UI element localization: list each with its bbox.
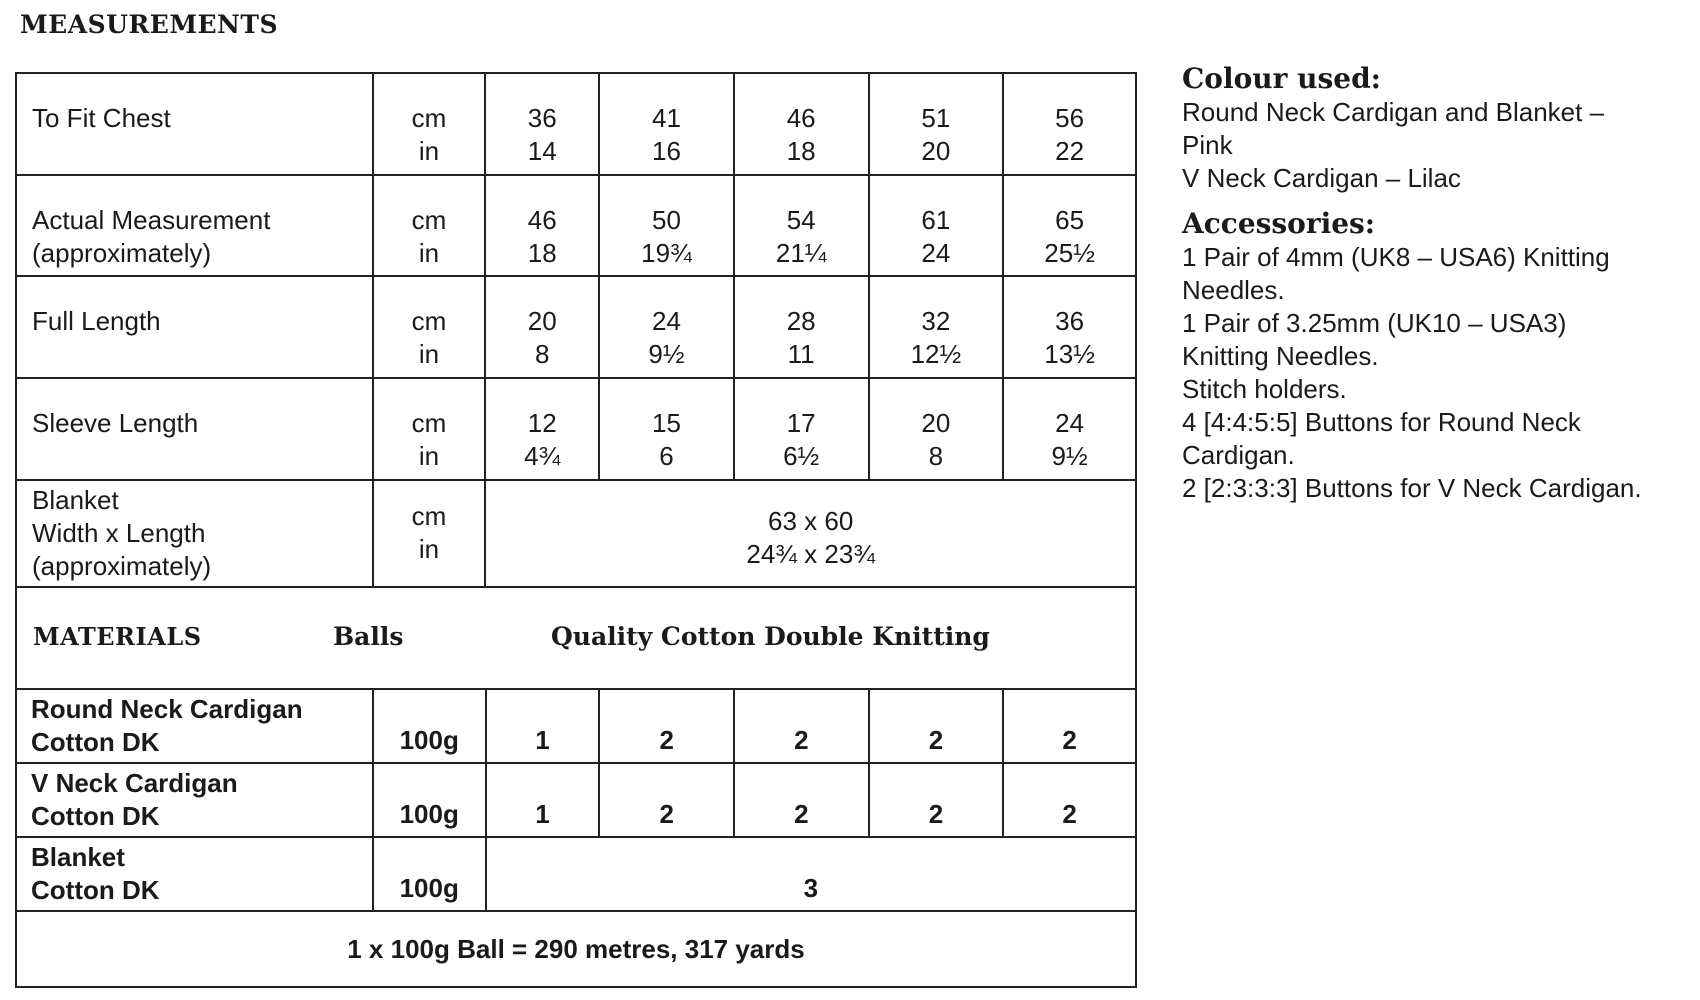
size-value-cell <box>599 73 734 175</box>
accessory-line: 1 Pair of 4mm (UK8 – USA6) Knitting <box>1182 242 1610 272</box>
ball-count: 2 <box>734 763 869 837</box>
accessories-heading: Accessories: <box>1182 207 1376 240</box>
size-value-cell <box>1003 175 1136 277</box>
accessory-line: Knitting Needles. <box>1182 341 1379 371</box>
size-value-cell <box>599 175 734 277</box>
value-in: 8 <box>535 339 550 370</box>
label-line: Cotton DK <box>31 875 160 905</box>
size-value-cell <box>734 73 869 175</box>
accessory-line: Stitch holders. <box>1182 374 1347 404</box>
value-cm: 28 <box>786 306 816 337</box>
label-line: To Fit Chest <box>32 103 171 133</box>
value-cm: 56 <box>1055 103 1085 133</box>
value-cm: 12 <box>527 408 557 439</box>
label-line: Sleeve Length <box>32 408 199 439</box>
value-in: 25½ <box>1044 237 1095 268</box>
value-cm: 32 <box>921 306 951 337</box>
size-value-cell <box>1003 276 1136 378</box>
materials-table <box>15 688 1137 912</box>
accessories-list <box>1182 241 1692 505</box>
blanket-size: 63 x 60 <box>768 506 854 537</box>
measurement-label <box>16 73 373 175</box>
unit-cell <box>373 175 486 277</box>
materials-title: MATERIALS <box>33 622 202 651</box>
size-value-cell <box>734 378 869 480</box>
ball-weight: 100g <box>373 837 486 911</box>
blanket-size: 24¾ x 23¾ <box>746 539 876 570</box>
measurement-label <box>16 175 373 277</box>
label-line: Width x Length <box>32 517 206 548</box>
value-in: 24 <box>921 237 951 268</box>
value-in: 9½ <box>1051 441 1088 472</box>
unit-label: cm <box>411 306 447 337</box>
value-cm: 46 <box>527 204 557 235</box>
yarn-label <box>16 689 373 763</box>
value-cm: 54 <box>786 204 816 235</box>
ball-count: 3 <box>486 837 1136 911</box>
ball-weight: 100g <box>373 763 486 837</box>
label-line: Blanket <box>31 842 125 872</box>
value-in: 18 <box>527 237 557 268</box>
value-in: 4¾ <box>524 441 561 472</box>
ball-count: 2 <box>869 763 1004 837</box>
colour-line: Pink <box>1182 130 1233 160</box>
size-value-cell <box>485 73 599 175</box>
size-value-cell <box>1003 73 1136 175</box>
value-in: 11 <box>787 339 815 370</box>
unit-label: cm <box>411 103 447 133</box>
value-cm: 15 <box>652 408 681 439</box>
colour-list <box>1182 96 1692 195</box>
value-in: 20 <box>921 136 951 166</box>
blanket-measurement-row <box>16 480 1136 587</box>
blanket-label <box>16 480 373 587</box>
blanket-size-cell <box>485 480 1136 587</box>
value-cm: 36 <box>1055 306 1085 337</box>
ball-count: 2 <box>599 763 734 837</box>
balls-label: Balls <box>333 622 404 651</box>
materials-header-bar <box>15 588 1137 688</box>
label-line: Actual Measurement <box>32 204 271 235</box>
value-cm: 50 <box>652 204 681 235</box>
ball-count: 1 <box>486 689 600 763</box>
ball-count: 1 <box>486 763 600 837</box>
accessory-line: 4 [4:4:5:5] Buttons for Round Neck <box>1182 407 1581 437</box>
accessory-line: 1 Pair of 3.25mm (UK10 – USA3) <box>1182 308 1567 338</box>
measurements-table <box>15 72 1137 588</box>
size-value-cell <box>599 276 734 378</box>
ball-length-note: 1 x 100g Ball = 290 metres, 317 yards <box>15 912 1137 988</box>
label-line: Blanket <box>32 484 119 515</box>
unit-label: in <box>418 136 440 166</box>
unit-label: cm <box>411 501 447 532</box>
value-in: 9½ <box>648 339 685 370</box>
ball-count: 2 <box>599 689 734 763</box>
sidebar-notes <box>1182 62 1692 505</box>
label-line: Cotton DK <box>31 727 160 757</box>
label-line: Cotton DK <box>31 801 160 831</box>
value-cm: 61 <box>921 204 951 235</box>
yarn-label <box>16 763 373 837</box>
accessory-line: 2 [2:3:3:3] Buttons for V Neck Cardigan. <box>1182 473 1642 503</box>
ball-weight: 100g <box>373 689 486 763</box>
ball-count: 2 <box>869 689 1004 763</box>
unit-label: in <box>418 237 440 268</box>
value-in: 22 <box>1055 136 1085 166</box>
measurement-row <box>16 378 1136 480</box>
value-in: 8 <box>928 441 944 472</box>
unit-label: in <box>418 339 440 370</box>
materials-row <box>16 689 1136 763</box>
size-value-cell <box>869 378 1004 480</box>
value-cm: 17 <box>786 408 816 439</box>
label-line: Round Neck Cardigan <box>31 694 303 724</box>
value-cm: 51 <box>921 103 951 133</box>
value-in: 12½ <box>910 339 962 370</box>
value-cm: 20 <box>527 306 557 337</box>
value-cm: 46 <box>786 103 816 133</box>
yarn-label <box>16 837 373 911</box>
value-in: 13½ <box>1044 339 1095 370</box>
size-value-cell <box>485 378 599 480</box>
colour-line: Round Neck Cardigan and Blanket – <box>1182 97 1605 127</box>
size-value-cell <box>869 73 1004 175</box>
ball-count: 2 <box>1003 689 1136 763</box>
unit-cell <box>373 480 486 587</box>
value-cm: 36 <box>527 103 557 133</box>
size-value-cell <box>734 175 869 277</box>
value-in: 14 <box>527 136 557 166</box>
unit-label: cm <box>411 204 447 235</box>
ball-count: 2 <box>734 689 869 763</box>
size-value-cell <box>869 276 1004 378</box>
label-line: Full Length <box>32 306 161 337</box>
page-heading: MEASUREMENTS <box>20 10 279 39</box>
label-line: (approximately) <box>32 237 212 268</box>
unit-label: cm <box>411 408 447 439</box>
value-cm: 24 <box>1055 408 1085 439</box>
yarn-quality-label: Quality Cotton Double Knitting <box>551 622 990 651</box>
size-value-cell <box>599 378 734 480</box>
value-in: 21¼ <box>775 237 827 268</box>
unit-label: in <box>418 441 440 472</box>
size-value-cell <box>485 175 599 277</box>
measurement-row <box>16 175 1136 277</box>
value-cm: 24 <box>652 306 681 337</box>
size-value-cell <box>1003 378 1136 480</box>
size-value-cell <box>734 276 869 378</box>
label-line: V Neck Cardigan <box>31 768 238 798</box>
measurement-row <box>16 73 1136 175</box>
unit-label: in <box>418 534 440 565</box>
materials-row-blanket <box>16 837 1136 911</box>
ball-count: 2 <box>1003 763 1136 837</box>
value-in: 19¾ <box>641 237 692 268</box>
accessory-line: Cardigan. <box>1182 440 1295 470</box>
unit-cell <box>373 73 486 175</box>
materials-row <box>16 763 1136 837</box>
unit-cell <box>373 378 486 480</box>
measurement-row <box>16 276 1136 378</box>
value-cm: 65 <box>1055 204 1085 235</box>
measurement-label <box>16 276 373 378</box>
measurement-label <box>16 378 373 480</box>
label-line: (approximately) <box>32 550 212 581</box>
value-cm: 20 <box>921 408 951 439</box>
colour-line: V Neck Cardigan – Lilac <box>1182 163 1461 193</box>
value-in: 18 <box>786 136 816 166</box>
value-in: 6 <box>659 441 674 472</box>
unit-cell <box>373 276 486 378</box>
value-in: 6½ <box>783 441 820 472</box>
value-cm: 41 <box>652 103 681 133</box>
size-value-cell <box>869 175 1004 277</box>
accessory-line: Needles. <box>1182 275 1285 305</box>
value-in: 16 <box>652 136 681 166</box>
size-value-cell <box>485 276 599 378</box>
colour-heading: Colour used: <box>1182 62 1381 95</box>
